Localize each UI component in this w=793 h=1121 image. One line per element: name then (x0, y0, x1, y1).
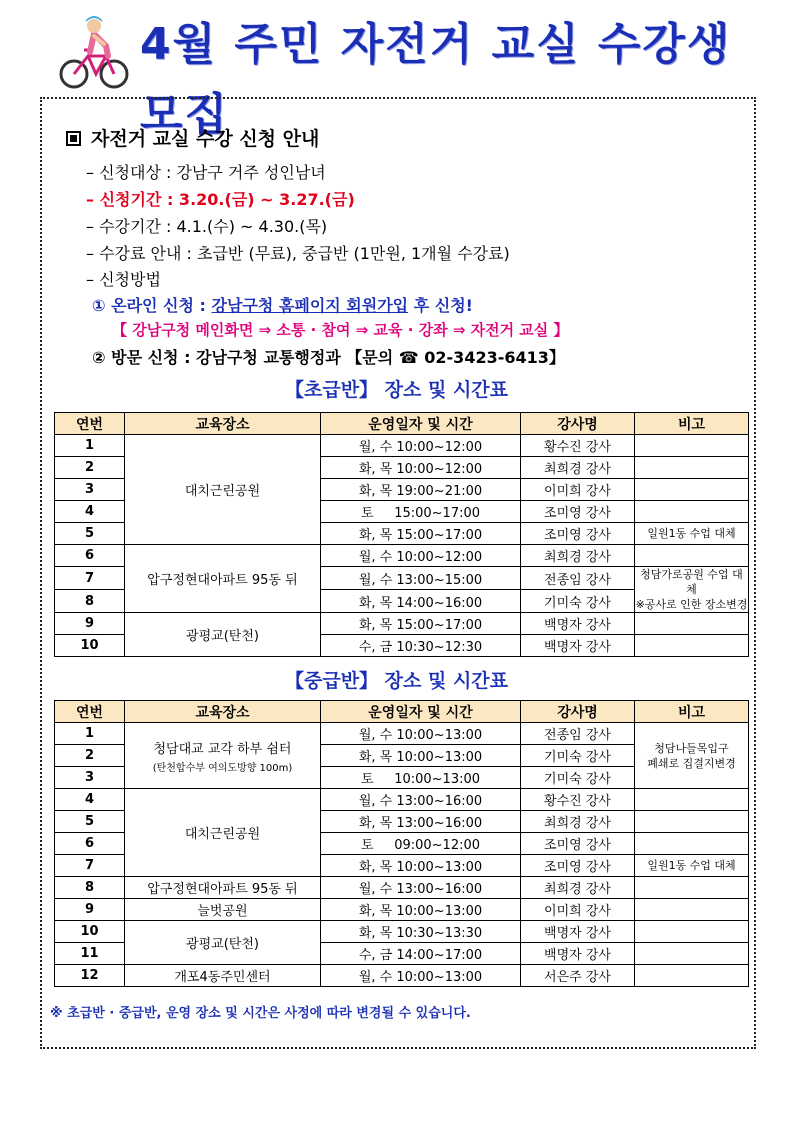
note-cell: 청담나들목입구 폐쇄로 집결지변경 (635, 723, 749, 789)
table-row: 7 화, 목 10:00~13:00 조미영 강사 일원1동 수업 대체 (55, 855, 749, 877)
col-no: 연번 (55, 413, 125, 435)
table-row: 3 화, 목 19:00~21:00 이미희 강사 (55, 479, 749, 501)
place-cell: 압구정현대아파트 95동 뒤 (125, 545, 321, 613)
place-cell: 광평교(탄천) (125, 613, 321, 657)
table-row: 4 토 15:00~17:00 조미영 강사 (55, 501, 749, 523)
online-path-line: 【 강남구청 메인화면 ⇒ 소통 · 참여 ⇒ 교육 · 강좌 ⇒ 자전거 교실 】 (112, 321, 569, 339)
footnote: ※ 초급반 · 중급반, 운영 장소 및 시간은 사정에 따라 변경될 수 있습니다. (50, 1006, 471, 1021)
table-row: 5 화, 목 13:00~16:00 최희경 강사 (55, 811, 749, 833)
place-cell: 개포4동주민센터 (125, 965, 321, 987)
table-row: 5 화, 목 15:00~17:00 조미영 강사 일원1동 수업 대체 (55, 523, 749, 545)
table-row: 4 대치근린공원 월, 수 13:00~16:00 황수진 강사 (55, 789, 749, 811)
col-place: 교육장소 (125, 413, 321, 435)
online-suffix: 후 신청! (408, 296, 473, 315)
cyclist-icon (58, 12, 130, 92)
place-cell: 대치근린공원 (125, 435, 321, 545)
col-teacher: 강사명 (521, 701, 635, 723)
table-row: 6 토 09:00~12:00 조미영 강사 (55, 833, 749, 855)
table-row: 9 늘벗공원 화, 목 10:00~13:00 이미희 강사 (55, 899, 749, 921)
online-prefix: ① 온라인 신청 : (92, 296, 212, 315)
note-cell: 일원1동 수업 대체 (635, 523, 749, 545)
table-header-row (55, 701, 749, 723)
method-line: – 신청방법 (86, 270, 161, 289)
col-time: 운영일자 및 시간 (321, 413, 521, 435)
table-row: 10 광평교(탄천) 화, 목 10:30~13:30 백명자 강사 (55, 921, 749, 943)
table-row: 11 수, 금 14:00~17:00 백명자 강사 (55, 943, 749, 965)
place-cell: 압구정현대아파트 95동 뒤 (125, 877, 321, 899)
visit-line: ② 방문 신청 : 강남구청 교통행정과 【문의 ☎ 02-3423-6413】 (92, 348, 565, 367)
place-cell: 늘벗공원 (125, 899, 321, 921)
col-teacher: 강사명 (521, 413, 635, 435)
place-cell: 광평교(탄천) (125, 921, 321, 965)
intermediate-table (54, 700, 749, 987)
online-link[interactable]: 강남구청 홈페이지 회원가입 (211, 296, 409, 315)
square-bullet-icon (66, 131, 81, 146)
period-line: – 신청기간 : 3.20.(금) ~ 3.27.(금) (86, 190, 355, 209)
col-time: 운영일자 및 시간 (321, 701, 521, 723)
table-row: 3 토 10:00~13:00 기미숙 강사 (55, 767, 749, 789)
online-line (92, 293, 473, 316)
intermediate-table-title: 【중급반】 장소 및 시간표 (284, 670, 509, 692)
place-cell: 대치근린공원 (125, 789, 321, 877)
table-row: 6 압구정현대아파트 95동 뒤 월, 수 10:00~12:00 최희경 강사 (55, 545, 749, 567)
table-row: 7 월, 수 13:00~15:00 전종임 강사 청담가로공원 수업 대체 ※공사로 인한 장소변경 (55, 567, 749, 590)
col-note: 비고 (635, 701, 749, 723)
fee-line: – 수강료 안내 : 초급반 (무료), 중급반 (1만원, 1개월 수강료) (86, 244, 510, 263)
place-cell: 청담대교 교각 하부 쉼터 (탄천합수부 여의도방향 100m) (125, 723, 321, 789)
note-cell: 청담가로공원 수업 대체 ※공사로 인한 장소변경 (635, 568, 748, 611)
table-row: 12 개포4동주민센터 월, 수 10:00~13:00 서은주 강사 (55, 965, 749, 987)
table-row: 2 화, 목 10:00~12:00 최희경 강사 (55, 457, 749, 479)
table-header-row (55, 413, 749, 435)
target-line: – 신청대상 : 강남구 거주 성인남녀 (86, 163, 326, 182)
beginner-table-title: 【초급반】 장소 및 시간표 (284, 379, 509, 401)
table-row: 10 수, 금 10:30~12:30 백명자 강사 (55, 635, 749, 657)
col-note: 비고 (635, 413, 749, 435)
table-row: 9 광평교(탄천) 화, 목 15:00~17:00 백명자 강사 (55, 613, 749, 635)
beginner-table (54, 412, 749, 657)
table-row: 1 대치근린공원 월, 수 10:00~12:00 황수진 강사 (55, 435, 749, 457)
col-place: 교육장소 (125, 701, 321, 723)
note-cell: 일원1동 수업 대체 (635, 855, 749, 877)
section-heading-text: 자전거 교실 수강 신청 안내 (91, 128, 320, 150)
col-no: 연번 (55, 701, 125, 723)
course-period-line: – 수강기간 : 4.1.(수) ~ 4.30.(목) (86, 217, 328, 236)
table-row: 8 화, 목 14:00~16:00 기미숙 강사 (55, 590, 749, 613)
page-title: 4월 주민 자전거 교실 수강생 모집 (140, 19, 732, 140)
table-row: 8 압구정현대아파트 95동 뒤 월, 수 13:00~16:00 최희경 강사 (55, 877, 749, 899)
table-row: 1 청담대교 교각 하부 쉼터 (탄천합수부 여의도방향 100m) 월, 수 10:00~13:00 전종임 강사 청담나들목입구 폐쇄로 집결지변경 (55, 723, 749, 745)
table-row: 2 화, 목 10:00~13:00 기미숙 강사 (55, 745, 749, 767)
section-heading (66, 124, 319, 151)
